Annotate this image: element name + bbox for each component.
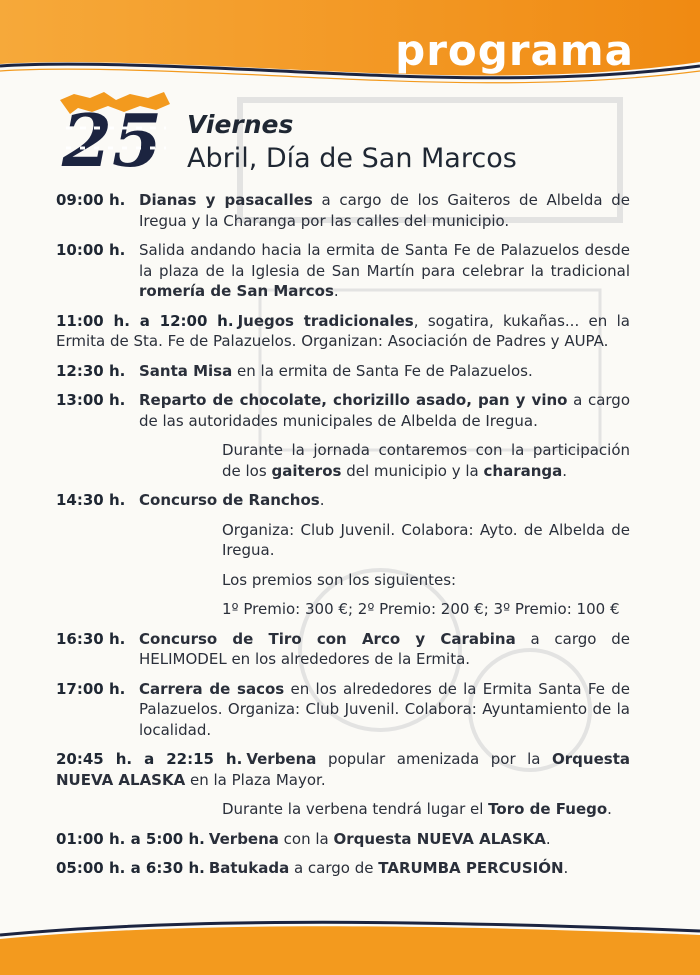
entry-description — [56, 829, 630, 850]
entry-text: en la ermita de Santa Fe de Palazuelos. — [232, 361, 533, 380]
entry-text: popular amenizada por la — [316, 750, 553, 768]
entry-time: 13:00 h. — [56, 391, 126, 409]
schedule-entry — [139, 570, 630, 591]
entry-description — [139, 390, 630, 431]
entry-text: Los premios son los siguientes: — [222, 570, 457, 589]
day-number: 25 — [61, 98, 163, 174]
schedule-entry — [56, 749, 630, 790]
day-weekday: Viernes — [187, 110, 294, 139]
entry-text: a cargo de los Gaiteros de Albelda de Iregua y la Charanga por las calles del municipio. — [139, 191, 630, 230]
entry-time: 10:00 h. — [56, 241, 126, 259]
day-number-logo — [56, 88, 174, 174]
entry-highlight: Carrera de sacos — [139, 679, 285, 698]
schedule-entry — [56, 629, 630, 670]
entry-time: 16:30 h. — [56, 629, 126, 648]
entry-text: 1º Premio: 300 €; 2º Premio: 200 €; 3º Premio: 100 € — [222, 600, 620, 618]
entry-highlight: Santa Misa — [139, 361, 233, 380]
entry-description — [139, 490, 630, 511]
schedule-entry — [56, 240, 630, 302]
entry-text: Salida andando hacia la ermita de Santa Fe de Palazuelos desde la plaza de la Iglesia de San Martín para celebrar la tradicional — [139, 241, 630, 280]
schedule-entry — [56, 858, 630, 879]
entry-highlight: charanga — [483, 461, 563, 480]
entry-highlight: romería de San Marcos — [139, 282, 334, 300]
schedule-entry — [56, 361, 630, 382]
entry-description — [56, 311, 630, 352]
entry-time: 11:00 h. a 12:00 h. — [56, 311, 234, 330]
entry-text: en la Plaza Mayor. — [185, 770, 326, 789]
entry-highlight: Orquesta NUEVA ALASKA — [333, 829, 546, 848]
schedule-entry — [56, 679, 630, 741]
entry-description — [56, 749, 630, 790]
entry-highlight: gaiteros — [271, 461, 342, 480]
schedule-entry — [56, 490, 630, 511]
entry-text: Organiza: Club Juvenil. Colabora: Ayto. de Albelda de Iregua. — [222, 520, 630, 559]
entry-text: a cargo de — [289, 859, 379, 877]
entry-text: a cargo de las autoridades municipales de Albelda de Iregua. — [139, 391, 630, 430]
day-title: Abril, Día de San Marcos — [187, 143, 517, 174]
entry-description — [139, 629, 630, 670]
entry-description — [222, 440, 630, 481]
schedule-entry — [139, 799, 630, 820]
entry-description — [139, 361, 630, 382]
entry-text: . — [333, 282, 339, 300]
entry-description — [222, 520, 630, 561]
entry-time: 14:30 h. — [56, 491, 126, 509]
entry-highlight: Verbena — [246, 750, 317, 768]
schedule-entry — [139, 440, 630, 481]
entry-text: en los alrededores de la Ermita Santa Fe de Palazuelos. Organiza: Club Juvenil. Colabora: Ayuntamiento de la localidad. — [139, 679, 630, 739]
entry-highlight: TARUMBA PERCUSIÓN — [378, 859, 564, 877]
entry-description — [222, 570, 630, 591]
schedule-entry — [139, 520, 630, 561]
entry-highlight: Batukada — [208, 859, 290, 877]
entry-highlight: Reparto de chocolate, chorizillo asado, pan y vino — [139, 391, 568, 409]
schedule-entry — [56, 190, 630, 231]
entry-description — [56, 858, 630, 879]
entry-time: 20:45 h. a 22:15 h. — [56, 750, 243, 768]
entry-text: Durante la jornada contaremos con la participación de los — [222, 441, 630, 480]
entry-text: con la — [278, 829, 334, 848]
entry-highlight: Concurso de Ranchos — [139, 491, 320, 509]
entry-highlight: Concurso de Tiro con Arco y Carabina — [139, 629, 516, 648]
entry-text: . — [545, 829, 551, 848]
entry-time: 01:00 h. a 5:00 h. — [56, 829, 205, 848]
entry-highlight: Juegos tradicionales — [237, 311, 414, 330]
entry-time: 17:00 h. — [56, 679, 126, 698]
schedule-entry — [56, 390, 630, 431]
schedule-entry — [139, 599, 630, 620]
entry-highlight: Verbena — [208, 829, 279, 848]
entry-description — [222, 599, 630, 620]
entry-description — [139, 679, 630, 741]
entry-time: 12:30 h. — [56, 361, 126, 380]
entry-text: del municipio y la — [341, 461, 484, 480]
entry-description — [139, 190, 630, 231]
entry-text: Durante la verbena tendrá lugar el — [222, 800, 489, 818]
page-title: programa — [395, 26, 634, 75]
entry-text: a cargo de HELIMODEL en los alrededores de la Ermita. — [139, 629, 630, 668]
entry-text: . — [319, 491, 325, 509]
entry-description — [139, 240, 630, 302]
footer-band — [0, 915, 700, 975]
entry-text: . — [563, 859, 569, 877]
schedule-entry — [56, 311, 630, 352]
entry-time: 09:00 h. — [56, 191, 126, 209]
entry-highlight: Toro de Fuego — [488, 800, 608, 818]
entry-time: 05:00 h. a 6:30 h. — [56, 859, 205, 877]
entry-text: . — [562, 461, 568, 480]
entry-highlight: Dianas y pasacalles — [139, 191, 313, 209]
schedule-entry — [56, 829, 630, 850]
entry-text: . — [607, 800, 612, 818]
schedule-list — [56, 190, 630, 888]
entry-text: , sogatira, kukañas... en la Ermita de Sta. Fe de Palazuelos. Organizan: Asociación de Padres y AUPA. — [56, 311, 630, 350]
entry-description — [222, 799, 630, 820]
entry-highlight: Orquesta NUEVA ALASKA — [56, 750, 630, 789]
